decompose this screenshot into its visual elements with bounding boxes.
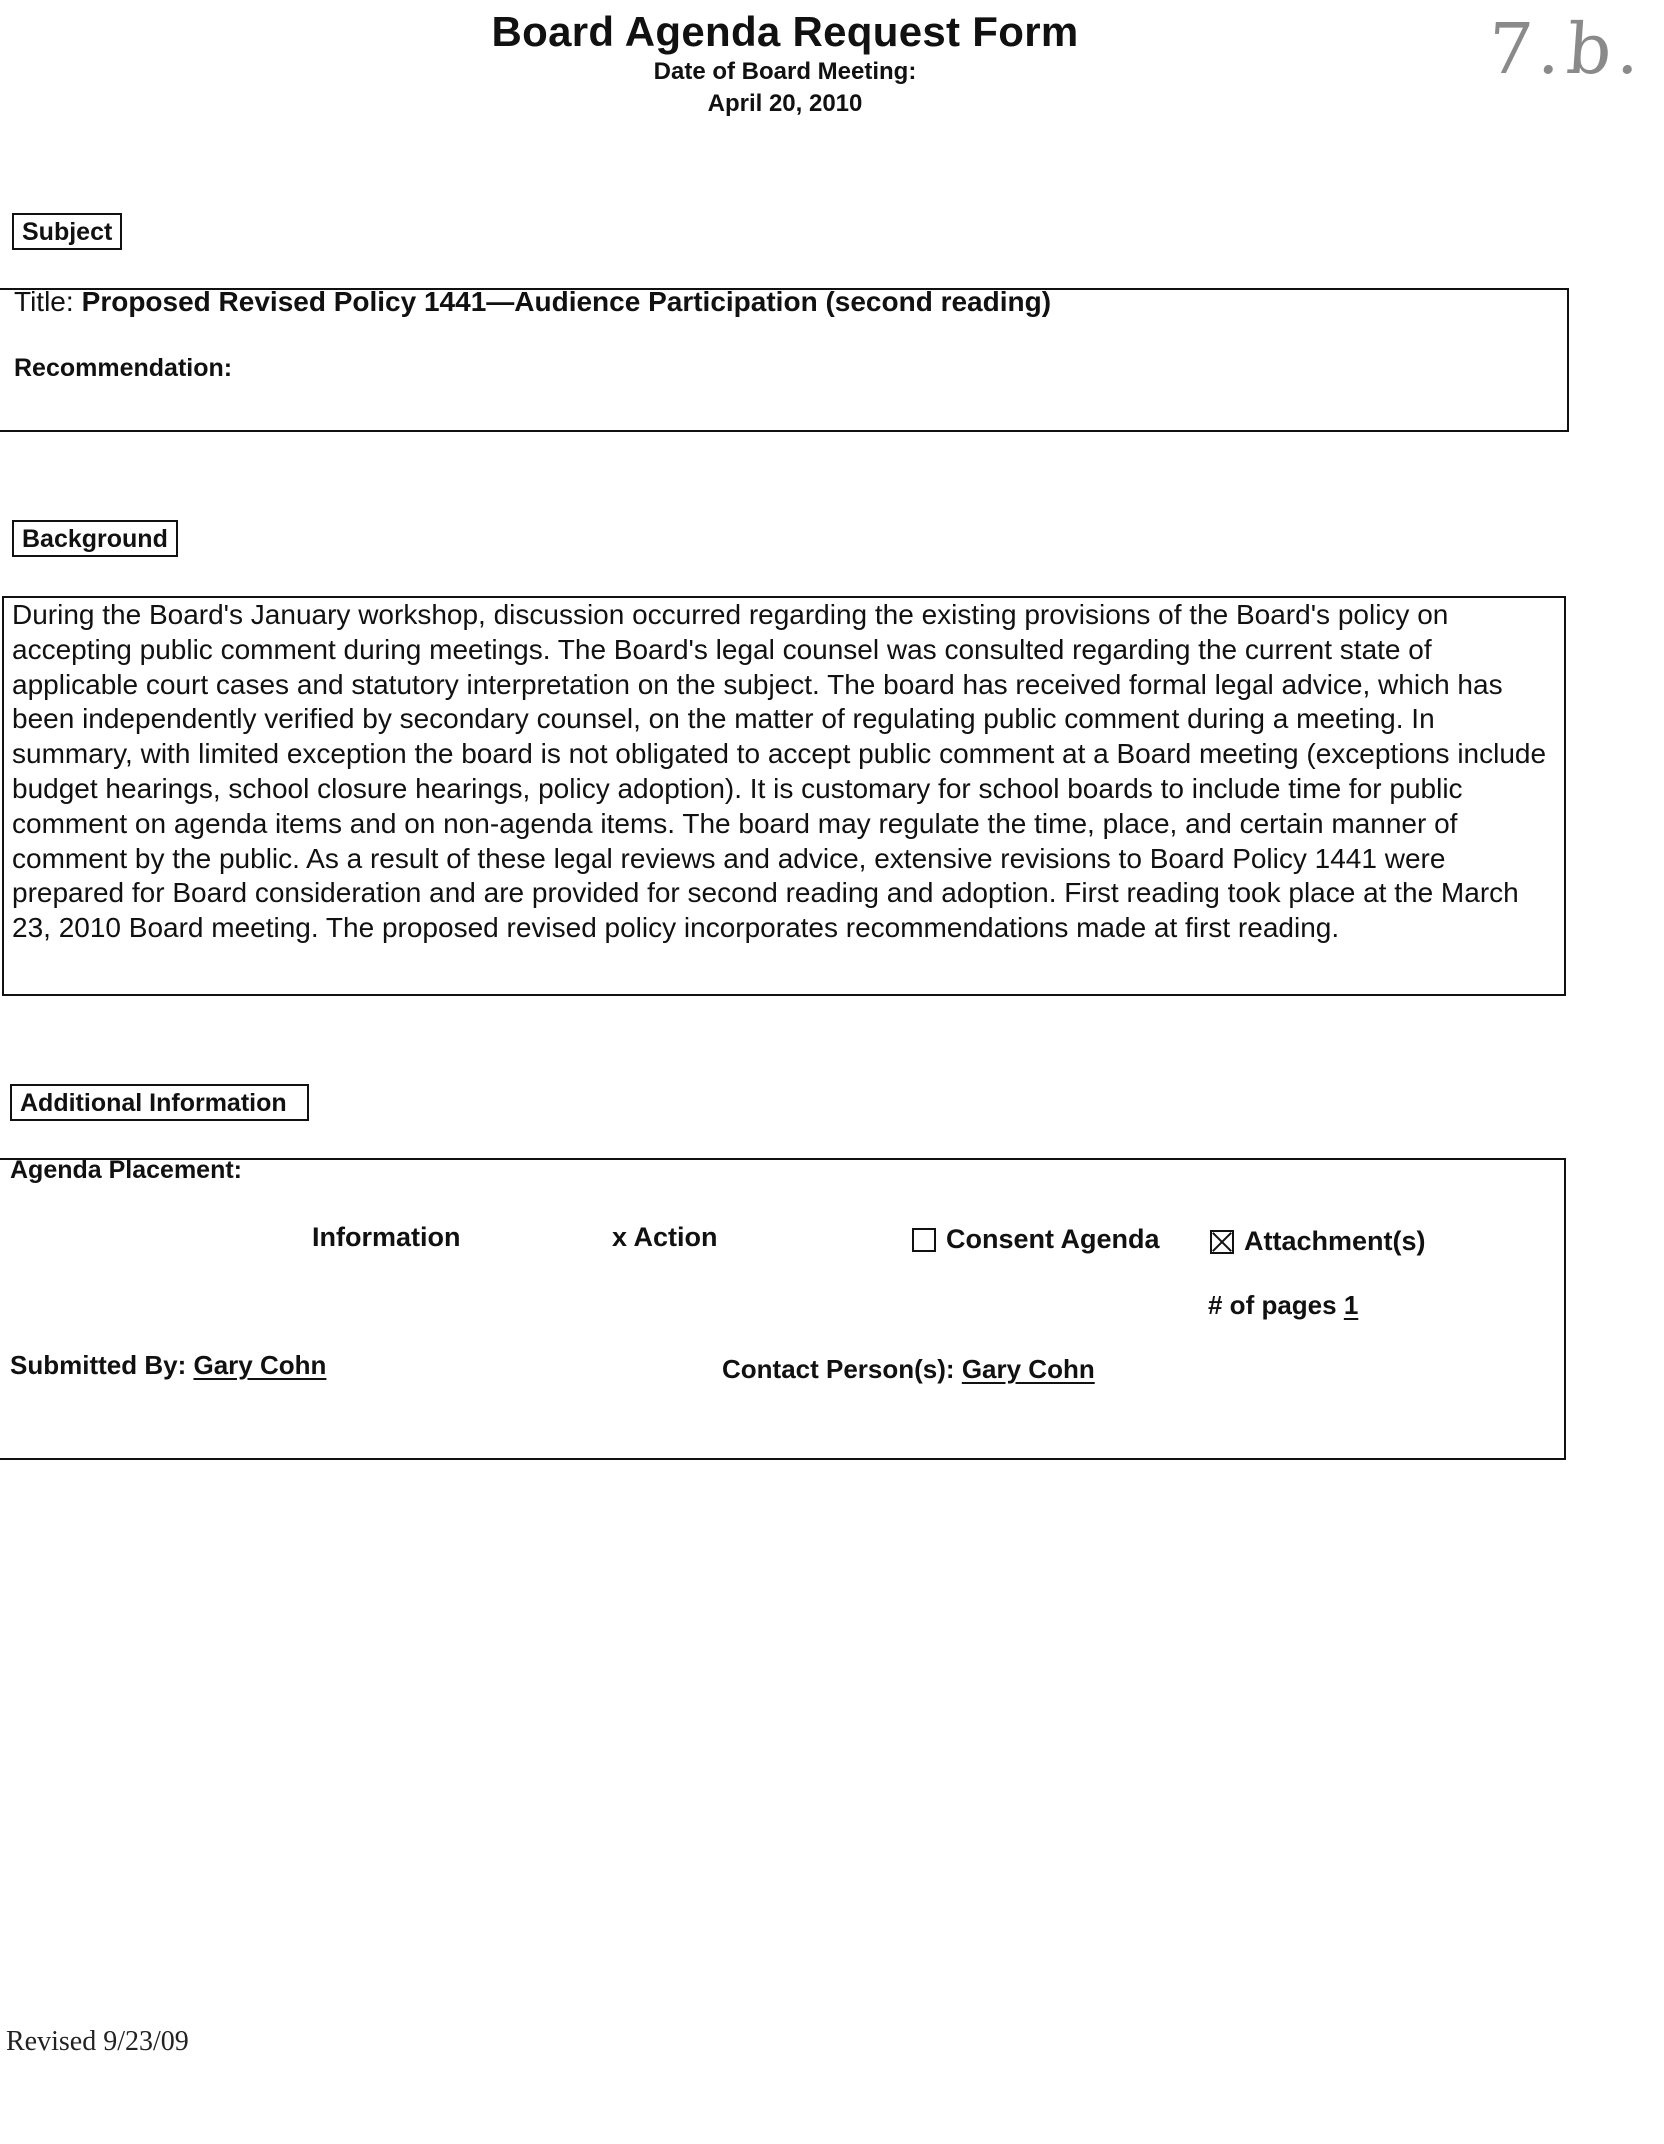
submitted-by-label: Submitted By: (10, 1350, 187, 1380)
option-action: x Action (612, 1222, 718, 1252)
option-consent-agenda[interactable] (912, 1224, 1160, 1255)
attachments-checkbox[interactable] (1210, 1230, 1234, 1254)
background-section-label: Background (12, 520, 178, 557)
option-attachments[interactable] (1210, 1226, 1426, 1257)
consent-agenda-checkbox[interactable] (912, 1228, 936, 1252)
pages-count (1208, 1290, 1358, 1321)
meeting-date: April 20, 2010 (707, 90, 863, 117)
handwritten-item-number: 7.b. (1485, 8, 1649, 90)
agenda-placement-label: Agenda Placement: (10, 1156, 243, 1184)
attachments-label: Attachment(s) (1244, 1226, 1426, 1256)
subject-title (14, 286, 1051, 318)
option-information: Information (312, 1222, 461, 1252)
form-title: Board Agenda Request Form (491, 8, 1079, 55)
pages-value: 1 (1343, 1290, 1359, 1320)
pages-label: # of pages (1208, 1290, 1337, 1320)
subject-title-label: Title: (14, 286, 74, 317)
subject-section-label: Subject (12, 213, 122, 250)
additional-info-section-label: Additional Information (10, 1084, 309, 1121)
contact-person-label: Contact Person(s): (722, 1354, 955, 1384)
contact-person-value: Gary Cohn (961, 1354, 1095, 1384)
submitted-by-value: Gary Cohn (193, 1350, 327, 1380)
meeting-date-label: Date of Board Meeting: (653, 58, 917, 85)
contact-person (722, 1354, 1095, 1385)
submitted-by (10, 1350, 326, 1381)
background-text: During the Board's January workshop, discussion occurred regarding the existing provisions of the Board's policy on accepting public comment during meetings. The Board's legal counsel was consulted regarding the current state of applicable court cases and statutory interpretation on the subject. The board has received formal legal advice, which has been independently verified by secondary counsel, on the matter of regulating public comment during a meeting. In summary, with limited exception the board is not obligated to accept public comment at a Board meeting (exceptions include budget hearings, school closure hearings, policy adoption). It is customary for school boards to include time for public comment on agenda items and on non-agenda items. The board may regulate the time, place, and certain manner of comment by the public. As a result of these legal reviews and advice, extensive revisions to Board Policy 1441 were prepared for Board consideration and are provided for second reading and adoption. First reading took place at the March 23, 2010 Board meeting. The proposed revised policy incorporates recommendations made at first reading. (12, 599, 1547, 944)
recommendation-label: Recommendation: (14, 354, 233, 382)
consent-agenda-label: Consent Agenda (946, 1224, 1160, 1254)
subject-title-value: Proposed Revised Policy 1441—Audience Participation (second reading) (81, 286, 1052, 317)
revision-note: Revised 9/23/09 (6, 2026, 189, 2057)
